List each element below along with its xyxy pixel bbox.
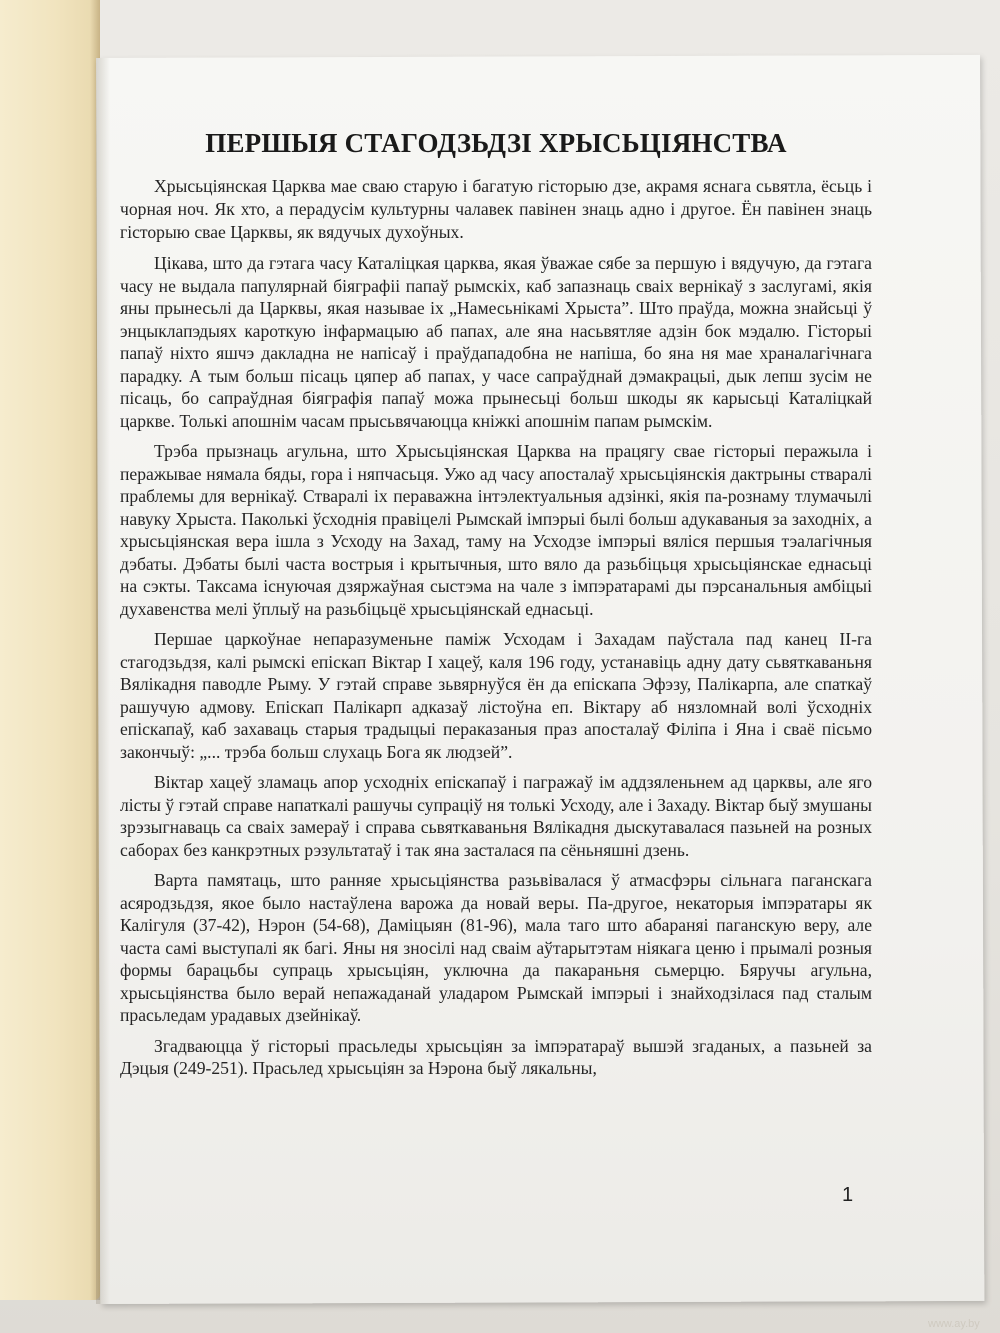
page-content: [120, 128, 872, 1088]
paragraph: Першае царкоўнае непаразуменьне паміж Усходам і Захадам паўстала пад канец ІІ-га стагодзьдзя, калі рымскі епіскап Віктар І хацеў, каля 196 году, устанавіць адну дату сьвяткаваньня Вялікадня паводле Рыму. У гэтай справе зьвярнуўся ён да епіскапа Эфэзу, Палікарпа, але спаткаў рашучую адмову. Епіскап Палікарп адказаў лістоўна еп. Віктару аб нязломнай волі ўсходніх епіскапаў, каб захаваць старыя традыцыі пераказаныя праз апосталаў Філіпа і Яна і сваё пісьмо закончыў: „... трэба больш слухаць Бога як людзей”.: [120, 629, 872, 762]
watermark: www.ay.by: [928, 1318, 980, 1330]
paragraph: Віктар хацеў зламаць апор усходніх епіскапаў і пагражаў ім аддзяленьнем ад царквы, але яго лісты ў гэтай справе напаткалі рашучы супраціў ня толькі Усходу, але і Захаду. Віктар быў змушаны зрэзыгнаваць са сваіх замераў і справа сьвяткаваньня Вялікадня дыскутавалася пазьней на розных саборах без канкрэтных рэзультатаў і так яна засталася па сёньняшні дзень.: [120, 772, 872, 860]
paragraph: Цікава, што да гэтага часу Каталіцкая царква, якая ўважае сябе за першую і вядучую, да гэтага часу не выдала папулярнай біяграфіі папаў рымскіх, каб запазнаць сваіх вернікаў з заслугамі, якія яны прынесьлі да Царквы, якая называе іх „Намесьнікамі Хрыста”. Што праўда, можна знайсьці ў энцыклапэдыях кароткую інфармацыю аб папах, але яна насьвятляе адзін бок мэдалю. Гісторыі папаў ніхто яшчэ дакладна не напісаў і праўдападобна не напіша, бо яна ня мае храналагічнага парадку. А тым больш пісаць цяпер аб папах, у часе сапраўднай дэмакрацыі, дык лепш зусім не пісаць, бо сапраўдная біяграфія папаў можа прынесьці больш шкоды як карысьці Каталіцкай царкве. Толькі апошнім часам прысьвячаюцца кніжкі апошнім папам рымскім.: [120, 253, 872, 431]
paragraph: Згадваюцца ў гісторыі прасьледы хрысьціян за імпэратараў вышэй згаданых, а пазьней за Дэцыя (249-251). Прасьлед хрысьціян за Нэрона быў лякальны,: [120, 1035, 872, 1079]
page-title: ПЕРШЫЯ СТАГОДЗЬДЗІ ХРЫСЬЦІЯНСТВА: [205, 128, 787, 158]
paragraph: Хрысьціянская Царква мае сваю старую і багатую гісторыю дзе, акрамя яснага сьвятла, ёсьць і чорная ноч. Як хто, а перадусім культурны чалавек павінен знаць адно і другое. Ён павінен знаць гісторыю свае Царквы, як вядучых духоўных.: [120, 176, 872, 243]
page-number: 1: [842, 1184, 854, 1206]
paragraph: Трэба прызнаць агульна, што Хрысьціянская Царква на працягу свае гісторыі перажыла і перажывае нямала бяды, гора і няпчасьця. Ужо ад часу апосталаў хрысьціянскія дактрыны стваралі праблемы для вернікаў. Стваралі іх пераважна інтэлектуальныя адзінкі, якія па-рознаму тлумачылі навуку Хрыста. Паколькі ўсходнія правіцелі Рымскай імпэрыі былі больш адукаваныя за заходніх, а хрысьціянская вера ішла з Усходу на Захад, таму на Усходзе імпэрыі вяліся першыя тэалагічныя дэбаты. Дэбаты былі часта вострыя і крытычныя, што вяло да разьбіцьця хрысьціянскае еднасьці на сэкты. Таксама існуючая дзяржаўная сыстэма на чале з імпэратарамі ды пэрсанальныя амбіцыі духавенства мелі ўплыў на разьбіцьцё хрысьціянскай еднасьці.: [120, 441, 872, 619]
paragraph: Варта памятаць, што ранняе хрысьціянства разьвівалася ў атмасфэры сільнага паганскага асяродзьдзя, якое было настаўлена варожа да новай веры. Па-другое, некаторыя імпэратары як Калігуля (37-42), Нэрон (54-68), Даміцыян (81-96), мала таго што абараняі паганскую веру, але часта самі выступалі як багі. Яны ня зносілі над сваім аўтарытэтам ніякага ценю і прымалі розныя формы барацьбы супраць хрысьціян, уключна да пакараньня сьмерцю. Бяручы агульна, хрысьціянства было верай непажаданай уладаром Рымскай імпэрыі і знайходзілася пад сталым прасьледам урадавых дзейнікаў.: [120, 870, 872, 1026]
left-page: [0, 0, 100, 1300]
